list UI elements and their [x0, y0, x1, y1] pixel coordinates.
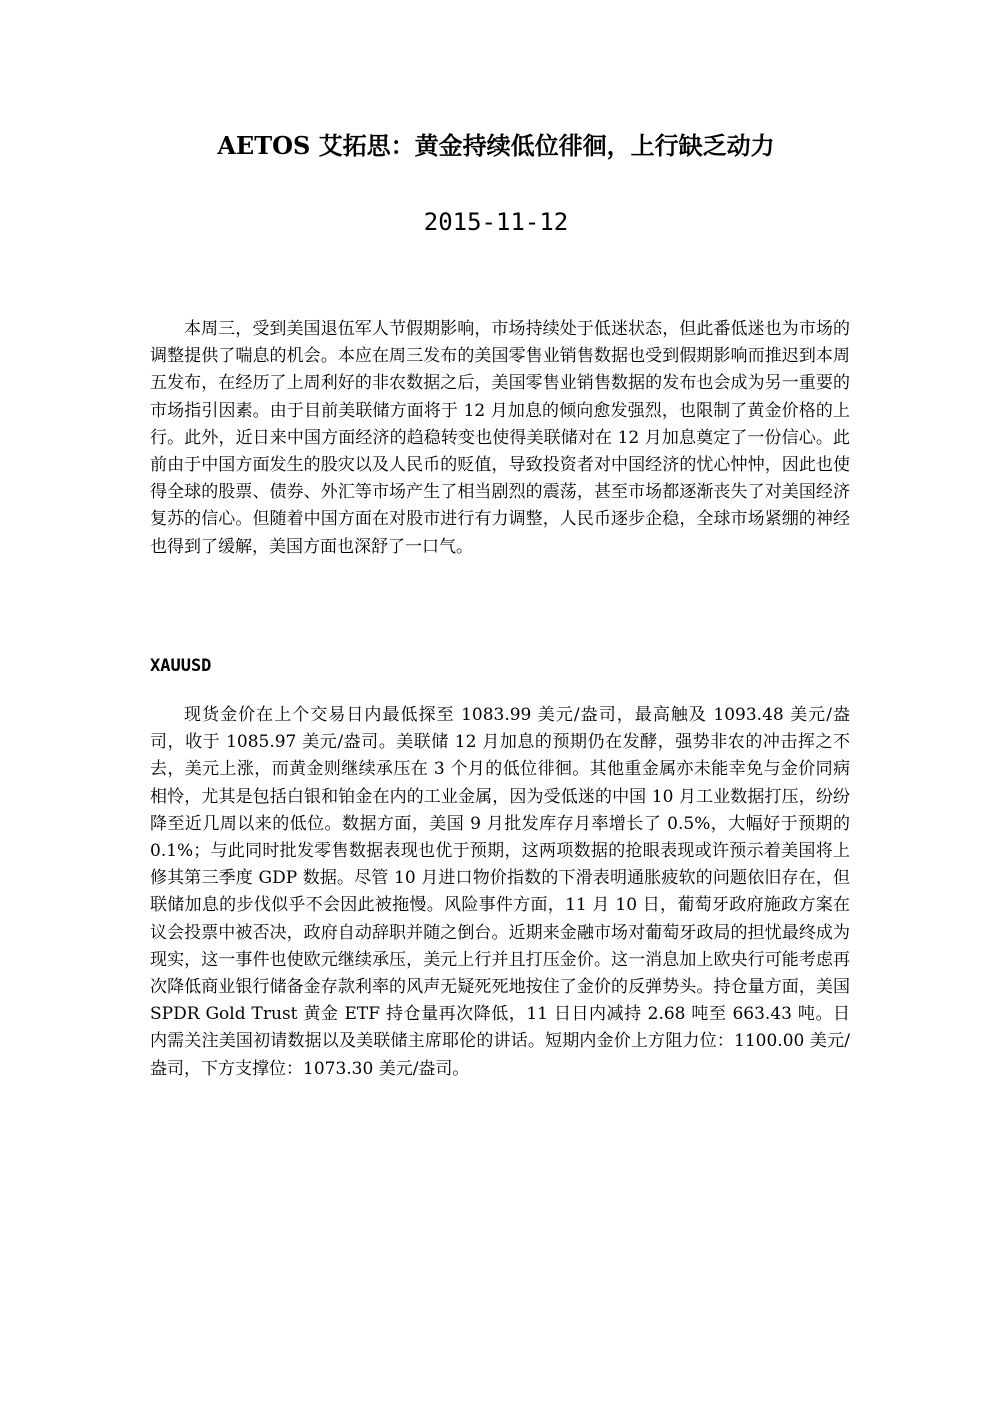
- document-title: AETOS 艾拓思：黄金持续低位徘徊，上行缺乏动力: [217, 131, 775, 160]
- document-date: 2015-11-12: [423, 208, 569, 236]
- intro-paragraph: 本周三，受到美国退伍军人节假期影响，市场持续处于低迷状态，但此番低迷也为市场的调整提供了喘息的机会。本应在周三发布的美国零售业销售数据也受到假期影响而推迟到本周五发布，在经历了上周利好的非农数据之后，美国零售业销售数据的发布也会成为另一重要的市场指引因素。由于目前美联储方面将于 12 月加息的倾向愈发强烈，也限制了黄金价格的上行。此外，近日来中国方面经济的趋稳转变也使得美联储对在 12 月加息奠定了一份信心。此前由于中国方面发生的股灾以及人民币的贬值，导致投资者对中国经济的忧心忡忡，因此也使得全球的股票、债券、外汇等市场产生了相当剧烈的震荡，甚至市场都逐渐丧失了对美国经济复苏的信心。但随着中国方面在对股市进行有力调整，人民币逐步企稳，全球市场紧绷的神经也得到了缓解，美国方面也深舒了一口气。: [150, 319, 850, 557]
- section-heading-xauusd: XAUUSD: [150, 656, 212, 676]
- xauusd-paragraph: 现货金价在上个交易日内最低探至 1083.99 美元/盎司，最高触及 1093.48 美元/盎司，收于 1085.97 美元/盎司。美联储 12 月加息的预期仍在发酵，强势非农的冲击挥之不去，美元上涨，而黄金则继续承压在 3 个月的低位徘徊。其他重金属亦未能幸免与金价同病相怜，尤其是包括白银和铂金在内的工业金属，因为受低迷的中国 10 月工业数据打压，纷纷降至近几周以来的低位。数据方面，美国 9 月批发库存月率增长了 0.5%，大幅好于预期的 0.1%；与此同时批发零售数据表现也优于预期，这两项数据的抢眼表现或许预示着美国将上修其第三季度 GDP 数据。尽管 10 月进口物价指数的下滑表明通胀疲软的问题依旧存在，但联储加息的步伐似乎不会因此被拖慢。风险事件方面，11 月 10 日，葡萄牙政府施政方案在议会投票中被否决，政府自动辞职并随之倒台。近期来金融市场对葡萄牙政局的担忧最终成为现实，这一事件也使欧元继续承压，美元上行并且打压金价。这一消息加上欧央行可能考虑再次降低商业银行储备金存款利率的风声无疑死死地按住了金价的反弹势头。持仓量方面，美国 SPDR Gold Trust 黄金 ETF 持仓量再次降低，11 日日内减持 2.68 吨至 663.43 吨。日内需关注美国初请数据以及美联储主席耶伦的讲话。短期内金价上方阻力位：1100.00 美元/盎司，下方支撑位：1073.30 美元/盎司。: [150, 705, 850, 1079]
